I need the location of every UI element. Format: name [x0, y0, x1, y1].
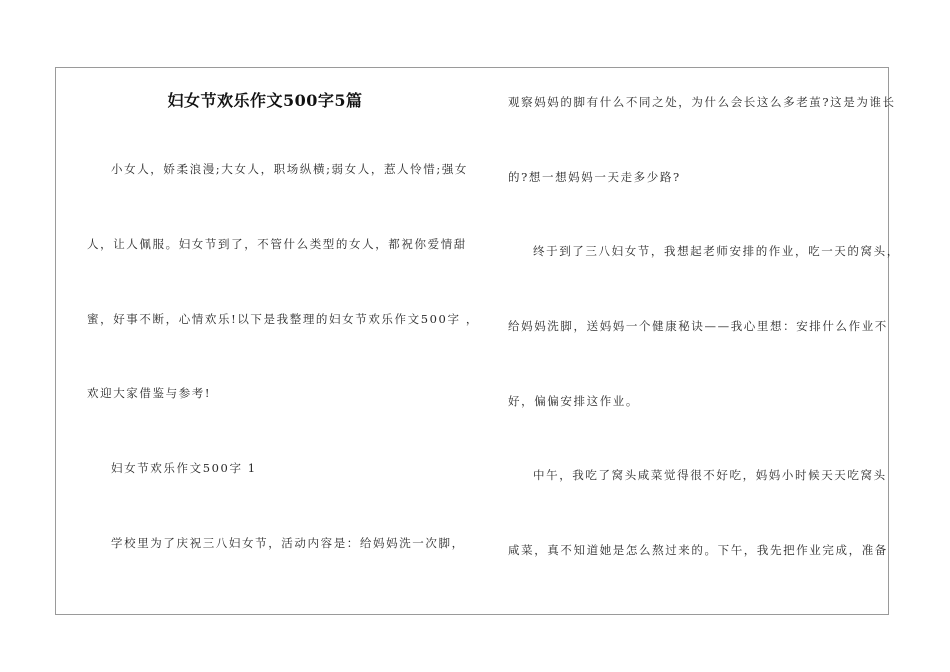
document-title: 妇女节欢乐作文500字5篇: [167, 91, 363, 110]
page-border: [55, 67, 889, 615]
section-heading: 妇女节欢乐作文500字 1: [111, 461, 257, 475]
paragraph-line: 观察妈妈的脚有什么不同之处，为什么会长这么多老茧?这是为谁长: [508, 95, 896, 109]
paragraph-line: 中午，我吃了窝头咸菜觉得很不好吃，妈妈小时候天天吃窝头: [533, 468, 887, 482]
paragraph-line: 终于到了三八妇女节，我想起老师安排的作业，吃一天的窝头，: [533, 244, 900, 258]
paragraph-line: 学校里为了庆祝三八妇女节，活动内容是：给妈妈洗一次脚，: [111, 536, 465, 550]
paragraph-line: 给妈妈洗脚，送妈妈一个健康秘诀——我心里想：安排什么作业不: [508, 319, 888, 333]
paragraph-line: 欢迎大家借鉴与参考!: [87, 386, 212, 400]
paragraph-line: 小女人，娇柔浪漫;大女人，职场纵横;弱女人，惹人怜惜;强女: [111, 162, 469, 176]
paragraph-line: 好，偏偏安排这作业。: [508, 394, 639, 408]
paragraph-line: 蜜，好事不断，心情欢乐!以下是我整理的妇女节欢乐作文500字 ，: [87, 312, 479, 326]
paragraph-line: 咸菜，真不知道她是怎么熬过来的。下午，我先把作业完成，准备: [508, 543, 888, 557]
paragraph-line: 人，让人佩服。妇女节到了，不管什么类型的女人，都祝你爱情甜: [87, 237, 467, 251]
paragraph-line: 的?想一想妈妈一天走多少路?: [508, 170, 681, 184]
